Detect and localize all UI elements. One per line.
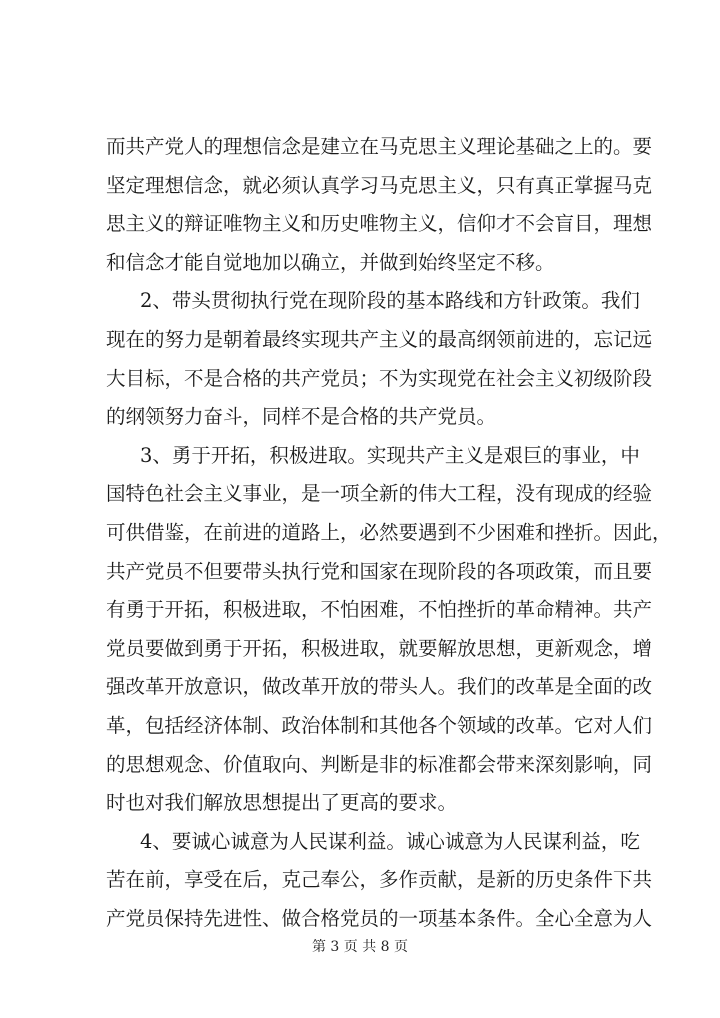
text-line: 思主义的辩证唯物主义和历史唯物主义，信仰才不会盲目，理想 xyxy=(106,212,653,236)
text-line: 的纲领努力奋斗，同样不是合格的共产党员。 xyxy=(106,405,497,429)
document-body xyxy=(106,128,672,938)
text-line: 而共产党人的理想信念是建立在马克思主义理论基础之上的。要 xyxy=(106,135,653,158)
text-line: 革，包括经济体制、政治体制和其他各个领域的改革。它对人们 xyxy=(106,713,653,737)
text-line: 2、带头贯彻执行党在现阶段的基本路线和方针政策。我们 xyxy=(140,289,640,313)
text-line: 时也对我们解放思想提出了更高的要求。 xyxy=(106,791,458,815)
text-line: 国特色社会主义事业，是一项全新的伟大工程，没有现成的经验 xyxy=(106,482,653,506)
text-line: 现在的努力是朝着最终实现共产主义的最高纲领前进的，忘记远 xyxy=(106,327,653,351)
text-line: 可供借鉴，在前进的道路上，必然要遇到不少困难和挫折。因此， xyxy=(106,520,672,544)
text-line: 和信念才能自觉地加以确立，并做到始终坚定不移。 xyxy=(106,250,555,274)
text-line: 的思想观念、价值取向、判断是非的标准都会带来深刻影响，同 xyxy=(106,752,653,776)
text-line: 坚定理想信念，就必须认真学习马克思主义，只有真正掌握马克 xyxy=(106,173,653,197)
text-line: 产党员保持先进性、做合格党员的一项基本条件。全心全意为人 xyxy=(106,906,653,930)
text-line: 大目标，不是合格的共产党员；不为实现党在社会主义初级阶段 xyxy=(106,366,653,390)
text-line: 苦在前，享受在后，克己奉公，多作贡献，是新的历史条件下共 xyxy=(106,868,653,892)
text-line: 4、要诚心诚意为人民谋利益。诚心诚意为人民谋利益，吃 xyxy=(140,829,640,853)
text-line: 有勇于开拓，积极进取，不怕困难，不怕挫折的革命精神。共产 xyxy=(106,598,653,622)
text-line: 3、勇于开拓，积极进取。实现共产主义是艰巨的事业，中 xyxy=(140,443,640,467)
text-line: 强改革开放意识，做改革开放的带头人。我们的改革是全面的改 xyxy=(106,675,653,699)
text-line: 共产党员不但要带头执行党和国家在现阶段的各项政策，而且要 xyxy=(106,559,653,583)
text-line: 党员要做到勇于开拓，积极进取，就要解放思想，更新观念，增 xyxy=(106,636,653,660)
page-number-footer: 第 3 页 共 8 页 xyxy=(311,939,409,955)
